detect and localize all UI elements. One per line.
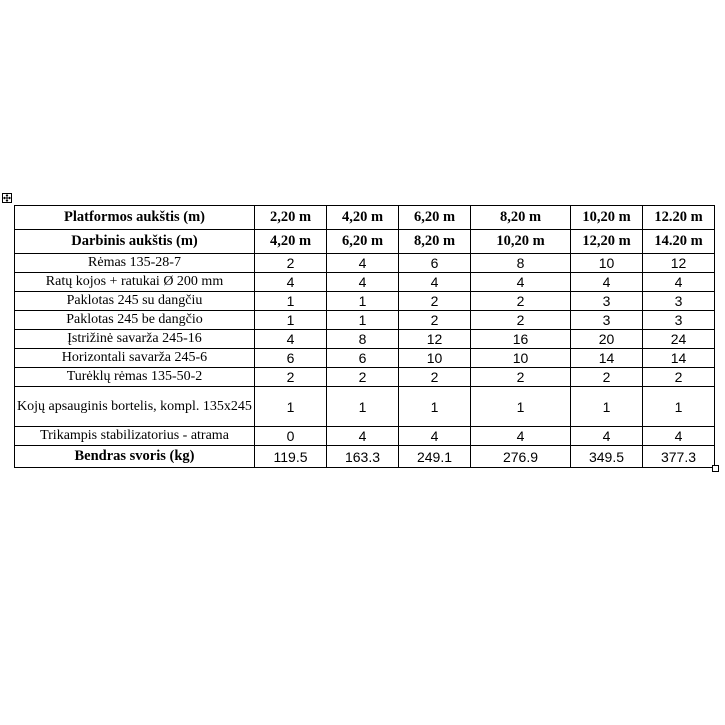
quantity-cell: 2 [399, 311, 471, 330]
table-move-handle[interactable] [2, 193, 12, 203]
height-cell: 8,20 m [399, 230, 471, 254]
quantity-cell: 20 [571, 330, 643, 349]
quantity-cell: 2 [471, 368, 571, 387]
quantity-cell: 1 [471, 387, 571, 427]
height-cell: 8,20 m [471, 206, 571, 230]
height-cell: 12,20 m [571, 230, 643, 254]
height-cell: 10,20 m [471, 230, 571, 254]
quantity-cell: 0 [255, 427, 327, 446]
quantity-cell: 1 [643, 387, 715, 427]
total-row [15, 446, 715, 468]
quantity-cell: 2 [471, 311, 571, 330]
table-row [15, 387, 715, 427]
quantity-cell: 10 [471, 349, 571, 368]
quantity-cell: 2 [571, 368, 643, 387]
row-label: Kojų apsauginis bortelis, kompl. 135x245 [15, 387, 255, 427]
quantity-cell: 4 [471, 427, 571, 446]
quantity-cell: 1 [327, 292, 399, 311]
quantity-cell: 249.1 [399, 446, 471, 468]
quantity-cell: 377.3 [643, 446, 715, 468]
quantity-cell: 8 [471, 254, 571, 273]
move-arrows-icon [3, 194, 11, 202]
quantity-cell: 4 [327, 273, 399, 292]
table-row [15, 311, 715, 330]
quantity-cell: 1 [255, 387, 327, 427]
row-label: Trikampis stabilizatorius - atrama [15, 427, 255, 446]
height-cell: 2,20 m [255, 206, 327, 230]
quantity-cell: 4 [471, 273, 571, 292]
table-row [15, 273, 715, 292]
table-row [15, 330, 715, 349]
height-cell: 10,20 m [571, 206, 643, 230]
quantity-cell: 2 [255, 254, 327, 273]
row-label: Paklotas 245 su dangčiu [15, 292, 255, 311]
quantity-cell: 2 [255, 368, 327, 387]
scaffold-spec-table [14, 205, 715, 468]
height-cell: 6,20 m [327, 230, 399, 254]
quantity-cell: 1 [327, 311, 399, 330]
row-label: Rėmas 135-28-7 [15, 254, 255, 273]
table-row [15, 349, 715, 368]
header-row [15, 206, 715, 230]
row-label: Horizontali savarža 245-6 [15, 349, 255, 368]
quantity-cell: 6 [327, 349, 399, 368]
quantity-cell: 12 [643, 254, 715, 273]
quantity-cell: 14 [643, 349, 715, 368]
quantity-cell: 6 [399, 254, 471, 273]
quantity-cell: 4 [399, 273, 471, 292]
quantity-cell: 3 [571, 311, 643, 330]
table-row [15, 368, 715, 387]
quantity-cell: 2 [399, 368, 471, 387]
quantity-cell: 2 [399, 292, 471, 311]
quantity-cell: 4 [571, 427, 643, 446]
height-cell: 4,20 m [255, 230, 327, 254]
table-row [15, 254, 715, 273]
quantity-cell: 1 [327, 387, 399, 427]
quantity-cell: 8 [327, 330, 399, 349]
quantity-cell: 10 [571, 254, 643, 273]
quantity-cell: 4 [643, 427, 715, 446]
header-row [15, 230, 715, 254]
row-label: Įstrižinė savarža 245-16 [15, 330, 255, 349]
height-cell: 4,20 m [327, 206, 399, 230]
quantity-cell: 4 [255, 330, 327, 349]
quantity-cell: 14 [571, 349, 643, 368]
quantity-cell: 349.5 [571, 446, 643, 468]
quantity-cell: 1 [255, 311, 327, 330]
height-cell: 6,20 m [399, 206, 471, 230]
quantity-cell: 2 [643, 368, 715, 387]
quantity-cell: 2 [471, 292, 571, 311]
quantity-cell: 3 [571, 292, 643, 311]
quantity-cell: 4 [255, 273, 327, 292]
row-label: Platformos aukštis (m) [15, 206, 255, 230]
quantity-cell: 4 [327, 427, 399, 446]
quantity-cell: 119.5 [255, 446, 327, 468]
row-label: Turėklų rėmas 135-50-2 [15, 368, 255, 387]
quantity-cell: 163.3 [327, 446, 399, 468]
table-row [15, 292, 715, 311]
height-cell: 14.20 m [643, 230, 715, 254]
table-resize-handle[interactable] [712, 465, 719, 472]
quantity-cell: 3 [643, 292, 715, 311]
quantity-cell: 1 [255, 292, 327, 311]
quantity-cell: 6 [255, 349, 327, 368]
quantity-cell: 16 [471, 330, 571, 349]
row-label: Paklotas 245 be dangčio [15, 311, 255, 330]
quantity-cell: 3 [643, 311, 715, 330]
quantity-cell: 10 [399, 349, 471, 368]
quantity-cell: 4 [643, 273, 715, 292]
quantity-cell: 4 [399, 427, 471, 446]
height-cell: 12.20 m [643, 206, 715, 230]
quantity-cell: 276.9 [471, 446, 571, 468]
quantity-cell: 4 [327, 254, 399, 273]
table-row [15, 427, 715, 446]
row-label: Darbinis aukštis (m) [15, 230, 255, 254]
quantity-cell: 12 [399, 330, 471, 349]
quantity-cell: 24 [643, 330, 715, 349]
row-label: Ratų kojos + ratukai Ø 200 mm [15, 273, 255, 292]
quantity-cell: 2 [327, 368, 399, 387]
row-label: Bendras svoris (kg) [15, 446, 255, 468]
quantity-cell: 4 [571, 273, 643, 292]
quantity-cell: 1 [571, 387, 643, 427]
quantity-cell: 1 [399, 387, 471, 427]
